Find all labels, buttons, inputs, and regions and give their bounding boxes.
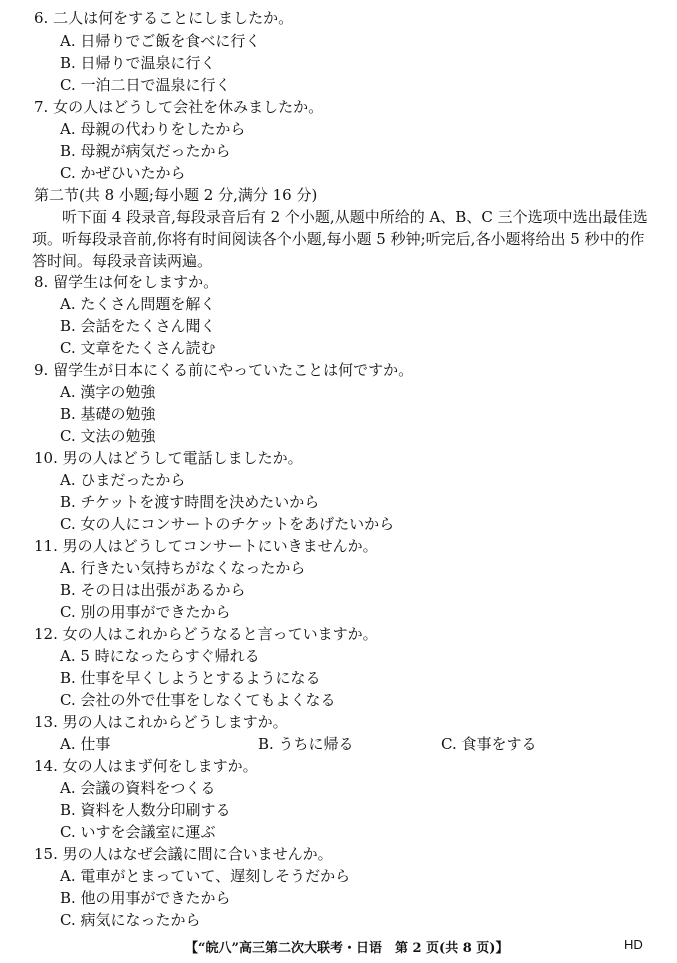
paper-code: HD (624, 937, 643, 952)
q10-stem: 10. 男の人はどうして電話しましたか。 (34, 449, 303, 467)
q9-option-a: A. 漢字の勉強 (60, 383, 156, 401)
q15-stem: 15. 男の人はなぜ会議に間に合いませんか。 (34, 845, 333, 863)
q13-option-c: C. 食事をする (441, 735, 537, 753)
q8-option-a: A. たくさん問題を解く (60, 295, 216, 313)
q6-option-a: A. 日帰りでご飯を食べに行く (60, 32, 261, 50)
q12-option-b: B. 仕事を早くしようとするようになる (60, 669, 321, 687)
q14-option-a: A. 会議の資料をつくる (60, 779, 216, 797)
q12-option-c: C. 会社の外で仕事をしなくてもよくなる (60, 691, 336, 709)
q13-option-a: A. 仕事 (60, 735, 111, 753)
q10-option-c: C. 女の人にコンサートのチケットをあげたいから (60, 515, 395, 533)
q15-option-b: B. 他の用事ができたから (60, 889, 231, 907)
q10-option-a: A. ひまだったから (60, 471, 186, 489)
q9-option-b: B. 基礎の勉強 (60, 405, 156, 423)
q6-option-b: B. 日帰りで温泉に行く (60, 54, 216, 72)
q6-stem: 6. 二人は何をすることにしましたか。 (34, 9, 294, 27)
q11-option-a: A. 行きたい気持ちがなくなったから (60, 559, 306, 577)
q15-option-c: C. 病気になったから (60, 911, 201, 929)
section-instructions: 听下面 4 段录音,每段录音后有 2 个小题,从题中所给的 A、B、C 三个选项中选出最佳选项。听每段录音前,你将有时间阅读各个小题,每小题 5 秒钟;听完后,各小题将给出 5 秒中的作答时间。每段录音读两遍。 (32, 208, 648, 270)
section-title: 第二节(共 8 小题;每小题 2 分,满分 16 分) (34, 186, 318, 204)
q14-stem: 14. 女の人はまず何をしますか。 (34, 757, 258, 775)
q13-stem: 13. 男の人はこれからどうしますか。 (34, 713, 288, 731)
q11-option-c: C. 別の用事ができたから (60, 603, 231, 621)
q8-option-b: B. 会話をたくさん聞く (60, 317, 216, 335)
q11-stem: 11. 男の人はどうしてコンサートにいきませんか。 (34, 537, 378, 555)
q10-option-b: B. チケットを渡す時間を決めたいから (60, 493, 320, 511)
q7-stem: 7. 女の人はどうして会社を休みましたか。 (34, 98, 324, 116)
q7-option-c: C. かぜひいたから (60, 164, 186, 182)
q9-stem: 9. 留学生が日本にくる前にやっていたことは何ですか。 (34, 361, 414, 379)
q13-option-b: B. うちに帰る (258, 735, 354, 753)
q6-option-c: C. 一泊二日で温泉に行く (60, 76, 231, 94)
q11-option-b: B. その日は出張があるから (60, 581, 246, 599)
page-footer: 【“皖八”高三第二次大联考・日语 第 2 页(共 8 页)】 (185, 941, 509, 956)
q14-option-c: C. いすを会議室に運ぶ (60, 823, 216, 841)
q15-option-a: A. 電車がとまっていて、遅刻しそうだから (60, 867, 351, 885)
q8-stem: 8. 留学生は何をしますか。 (34, 273, 219, 291)
q12-option-a: A. 5 時になったらすぐ帰れる (60, 647, 260, 665)
q7-option-a: A. 母親の代わりをしたから (60, 120, 246, 138)
q14-option-b: B. 資料を人数分印刷する (60, 801, 231, 819)
q7-option-b: B. 母親が病気だったから (60, 142, 231, 160)
q8-option-c: C. 文章をたくさん読む (60, 339, 216, 357)
q12-stem: 12. 女の人はこれからどうなると言っていますか。 (34, 625, 378, 643)
q9-option-c: C. 文法の勉強 (60, 427, 156, 445)
